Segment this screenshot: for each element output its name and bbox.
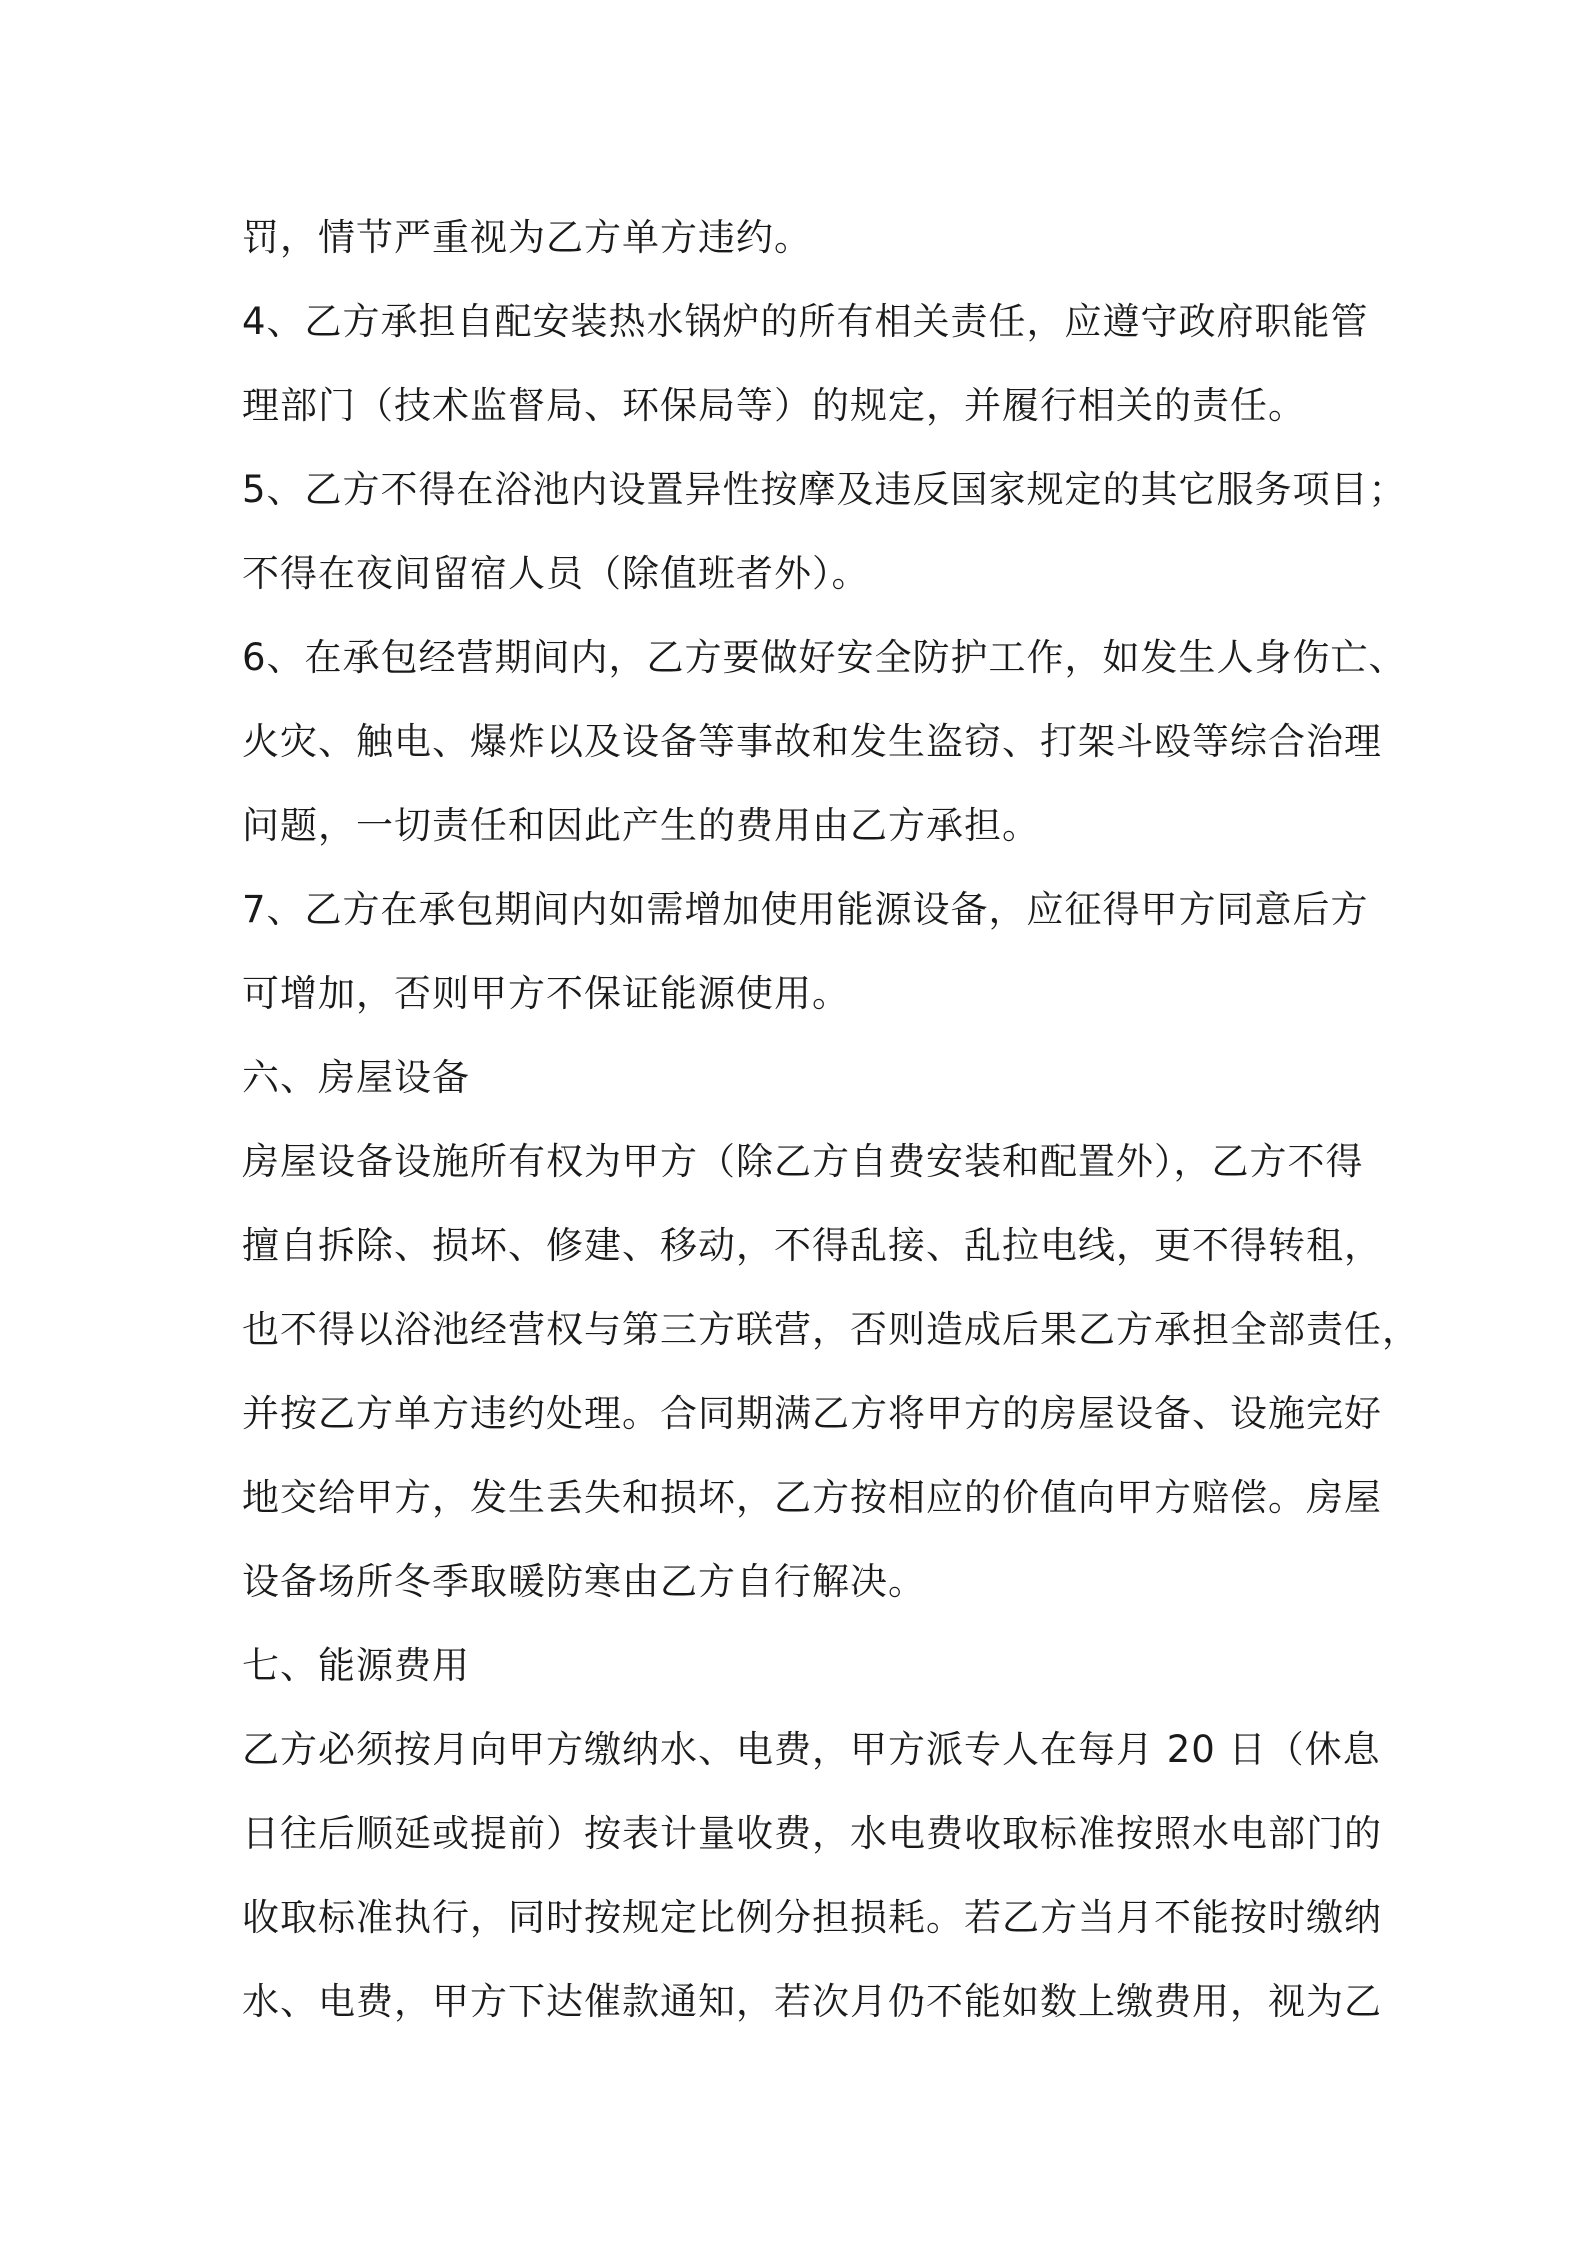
clause-4-line-2: 理部门（技术监督局、环保局等）的规定，并履行相关的责任。 [242, 384, 1306, 427]
section-7-paragraph-line-2: 日往后顺延或提前）按表计量收费，水电费收取标准按照水电部门的 [242, 1812, 1382, 1855]
clause-7-line-2: 可增加，否则甲方不保证能源使用。 [242, 972, 850, 1015]
clause-6-line-3: 问题，一切责任和因此产生的费用由乙方承担。 [242, 804, 1040, 847]
section-7-paragraph-line-3: 收取标准执行，同时按规定比例分担损耗。若乙方当月不能按时缴纳 [242, 1896, 1382, 1939]
section-6-paragraph-line-6: 设备场所冬季取暖防寒由乙方自行解决。 [242, 1560, 926, 1603]
document-body [242, 196, 1420, 2044]
section-7-paragraph-line-1: 乙方必须按月向甲方缴纳水、电费，甲方派专人在每月 20 日（休息 [242, 1728, 1381, 1771]
text-line-continuation: 罚，情节严重视为乙方单方违约。 [242, 216, 812, 259]
section-heading-energy-costs: 七、能源费用 [242, 1644, 470, 1687]
section-6-paragraph-line-2: 擅自拆除、损坏、修建、移动，不得乱接、乱拉电线，更不得转租， [242, 1224, 1382, 1267]
clause-5-line-1: 5、乙方不得在浴池内设置异性按摩及违反国家规定的其它服务项目； [242, 468, 1407, 511]
clause-7-line-1: 7、乙方在承包期间内如需增加使用能源设备，应征得甲方同意后方 [242, 888, 1369, 931]
clause-6-line-1: 6、在承包经营期间内，乙方要做好安全防护工作，如发生人身伤亡、 [242, 636, 1407, 679]
section-6-paragraph-line-1: 房屋设备设施所有权为甲方（除乙方自费安装和配置外），乙方不得 [242, 1140, 1364, 1183]
section-6-paragraph-line-5: 地交给甲方，发生丢失和损坏，乙方按相应的价值向甲方赔偿。房屋 [242, 1476, 1382, 1519]
clause-6-line-2: 火灾、触电、爆炸以及设备等事故和发生盗窃、打架斗殴等综合治理 [242, 720, 1382, 763]
clause-4-line-1: 4、乙方承担自配安装热水锅炉的所有相关责任，应遵守政府职能管 [242, 300, 1369, 343]
clause-5-line-2: 不得在夜间留宿人员（除值班者外）。 [242, 552, 870, 595]
section-7-paragraph-line-4: 水、电费，甲方下达催款通知，若次月仍不能如数上缴费用，视为乙 [242, 1980, 1382, 2023]
section-heading-housing-equipment: 六、房屋设备 [242, 1056, 470, 1099]
section-6-paragraph-line-3: 也不得以浴池经营权与第三方联营，否则造成后果乙方承担全部责任， [242, 1308, 1420, 1351]
section-6-paragraph-line-4: 并按乙方单方违约处理。合同期满乙方将甲方的房屋设备、设施完好 [242, 1392, 1382, 1435]
